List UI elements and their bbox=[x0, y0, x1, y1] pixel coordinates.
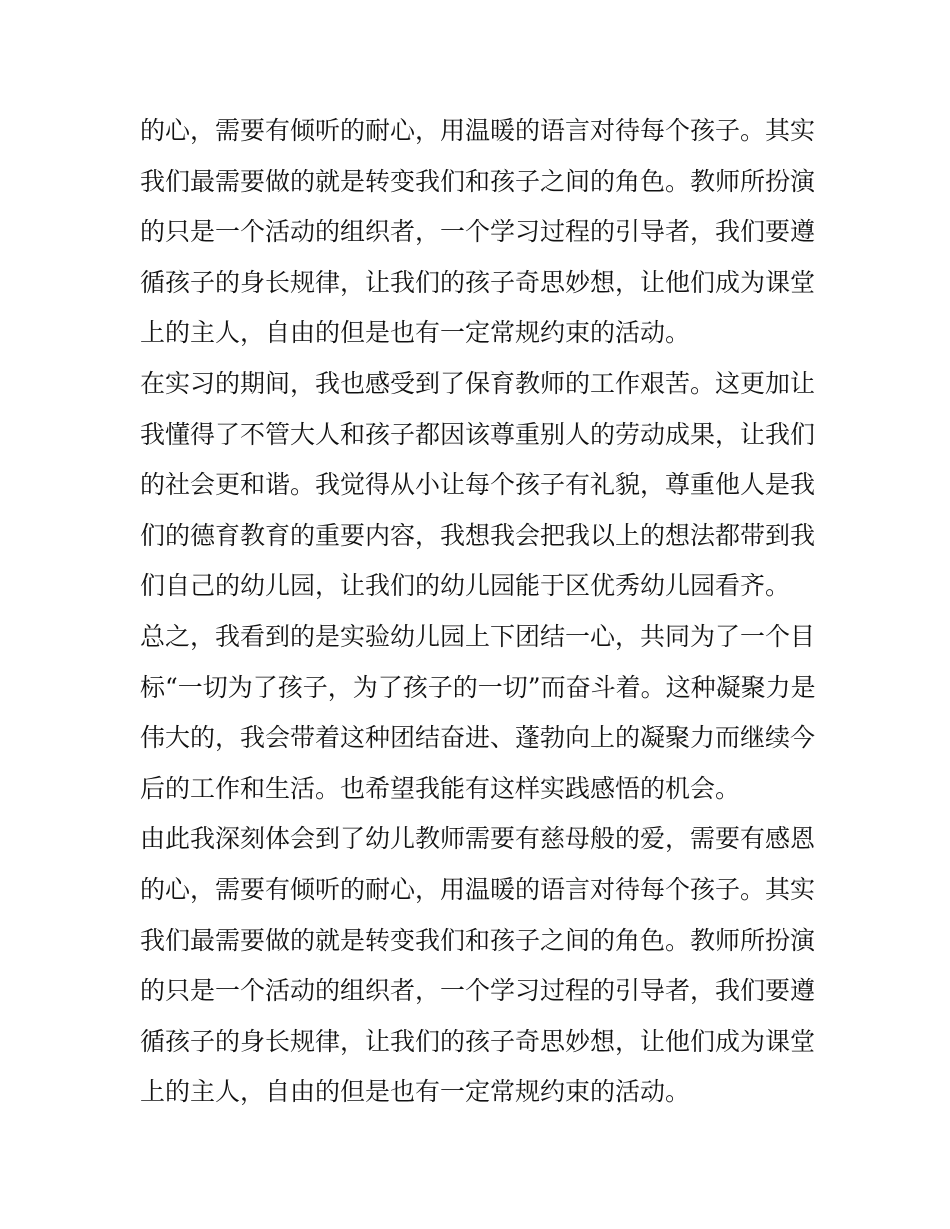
text-line: 的心，需要有倾听的耐心，用温暖的语言对待每个孩子。其实 bbox=[140, 874, 816, 904]
text-line: 的只是一个活动的组织者，一个学习过程的引导者，我们要遵 bbox=[140, 217, 816, 247]
text-line: 我们最需要做的就是转变我们和孩子之间的角色。教师所扮演 bbox=[140, 925, 816, 955]
text-line: 伟大的，我会带着这种团结奋进、蓬勃向上的凝聚力而继续今 bbox=[140, 723, 816, 753]
body-text bbox=[140, 106, 815, 1118]
text-line: 们的德育教育的重要内容，我想我会把我以上的想法都带到我 bbox=[140, 520, 816, 550]
text-line: 们自己的幼儿园，让我们的幼儿园能于区优秀幼儿园看齐。 bbox=[140, 571, 791, 601]
text-line: 循孩子的身长规律，让我们的孩子奇思妙想，让他们成为课堂 bbox=[140, 1026, 816, 1056]
text-line: 由此我深刻体会到了幼儿教师需要有慈母般的爱，需要有感恩 bbox=[140, 824, 816, 854]
text-line: 循孩子的身长规律，让我们的孩子奇思妙想，让他们成为课堂 bbox=[140, 267, 816, 297]
text-line: 上的主人，自由的但是也有一定常规约束的活动。 bbox=[140, 318, 691, 348]
text-line: 在实习的期间，我也感受到了保育教师的工作艰苦。这更加让 bbox=[140, 368, 816, 398]
text-line: 上的主人，自由的但是也有一定常规约束的活动。 bbox=[140, 1077, 691, 1107]
text-line: 标“一切为了孩子，为了孩子的一切”而奋斗着。这种凝聚力是 bbox=[140, 672, 816, 702]
text-line: 的社会更和谐。我觉得从小让每个孩子有礼貌，尊重他人是我 bbox=[140, 470, 816, 500]
text-line: 后的工作和生活。也希望我能有这样实践感悟的机会。 bbox=[140, 773, 741, 803]
text-line: 的只是一个活动的组织者，一个学习过程的引导者，我们要遵 bbox=[140, 976, 816, 1006]
text-line: 总之，我看到的是实验幼儿园上下团结一心，共同为了一个目 bbox=[140, 621, 816, 651]
text-line: 我们最需要做的就是转变我们和孩子之间的角色。教师所扮演 bbox=[140, 166, 816, 196]
text-line: 我懂得了不管大人和孩子都因该尊重别人的劳动成果，让我们 bbox=[140, 419, 816, 449]
text-line: 的心，需要有倾听的耐心，用温暖的语言对待每个孩子。其实 bbox=[140, 116, 816, 145]
